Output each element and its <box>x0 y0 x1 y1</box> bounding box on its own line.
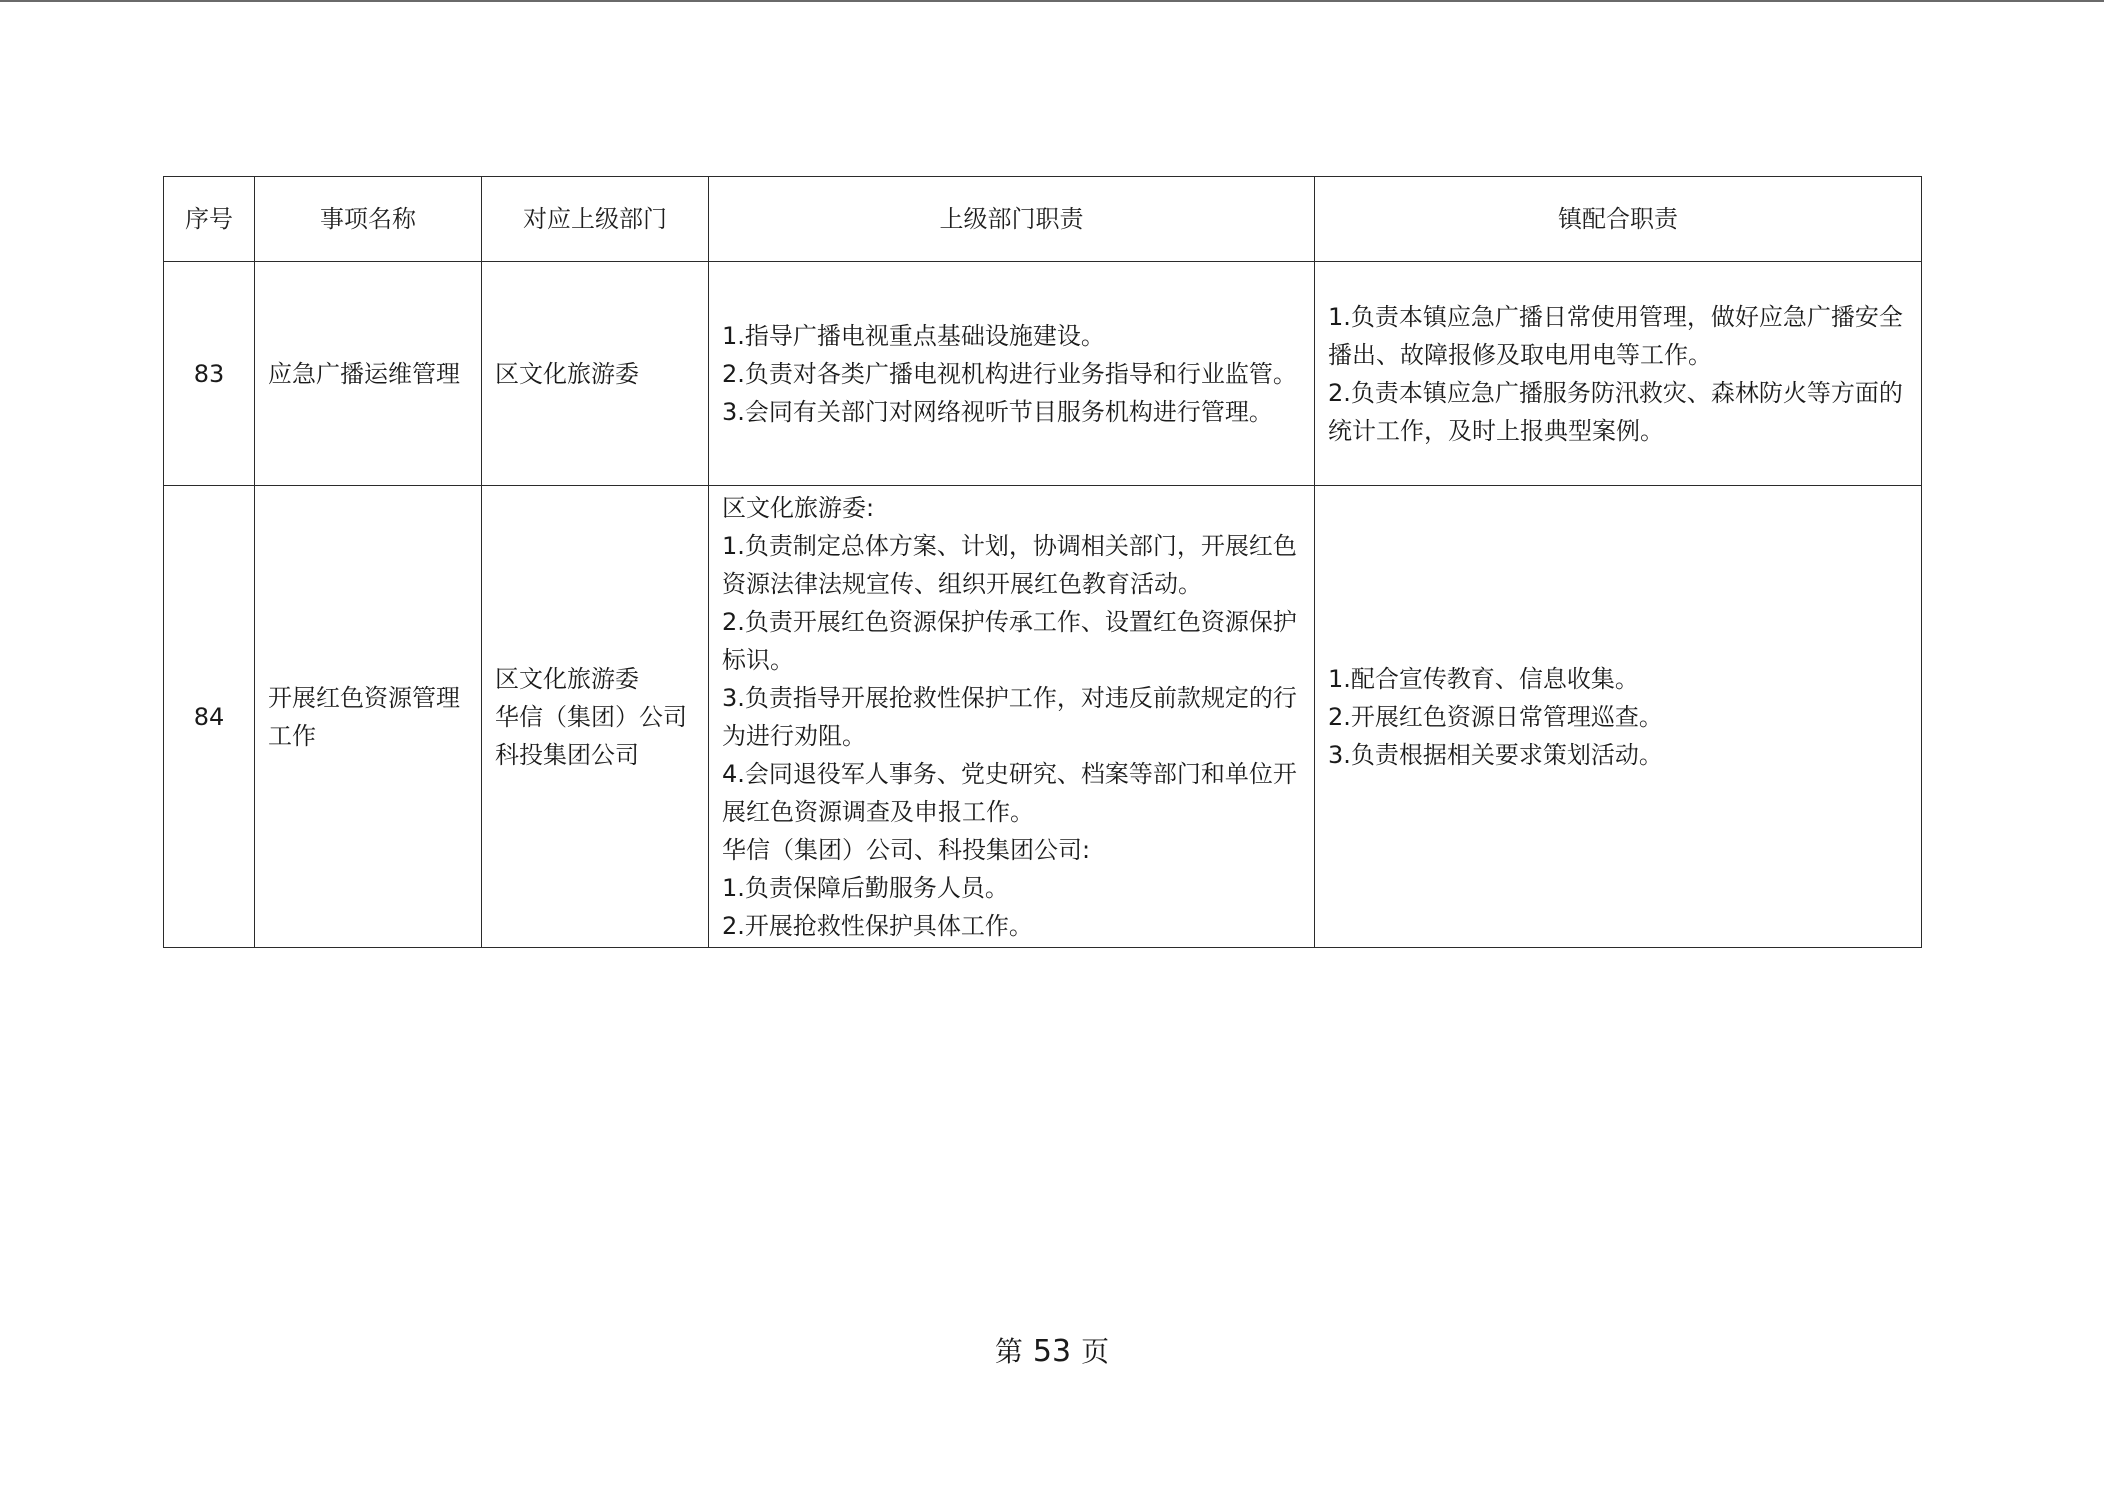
row-upper-duty <box>709 262 1315 486</box>
table-row <box>164 262 1922 486</box>
duty-line: 1.负责保障后勤服务人员。 <box>722 873 1009 902</box>
header-upper-duty: 上级部门职责 <box>709 177 1315 262</box>
row-upper-duty <box>709 486 1315 948</box>
header-town-duty: 镇配合职责 <box>1315 177 1922 262</box>
header-item-name: 事项名称 <box>255 177 482 262</box>
row-item-name: 应急广播运维管理 <box>255 262 482 486</box>
header-seq: 序号 <box>164 177 255 262</box>
town-duty-line: 2.负责本镇应急广播服务防汛救灾、森林防火等方面的统计工作，及时上报典型案例。 <box>1328 378 1903 445</box>
row-upper-dept <box>482 486 709 948</box>
header-upper-dept: 对应上级部门 <box>482 177 709 262</box>
town-duty-line: 1.负责本镇应急广播日常使用管理，做好应急广播安全播出、故障报修及取电用电等工作。 <box>1328 302 1903 369</box>
top-rule <box>0 0 2104 2</box>
row-item-name: 开展红色资源管理工作 <box>255 486 482 948</box>
duty-line: 1.负责制定总体方案、计划，协调相关部门，开展红色资源法律法规宣传、组织开展红色教育活动。 <box>722 531 1297 598</box>
page-footer <box>0 1330 2104 1370</box>
dept-line: 华信（集团）公司 <box>495 702 687 731</box>
town-duty-line: 1.配合宣传教育、信息收集。 <box>1328 664 1639 693</box>
page-suffix: 页 <box>1081 1335 1110 1368</box>
row-seq: 83 <box>164 262 255 486</box>
duty-line: 1.指导广播电视重点基础设施建设。 <box>722 321 1105 350</box>
dept-line: 科投集团公司 <box>495 740 639 769</box>
duty-line: 区文化旅游委: <box>722 493 875 522</box>
dept-line: 区文化旅游委 <box>495 664 639 693</box>
duty-line: 2.负责对各类广播电视机构进行业务指导和行业监管。 <box>722 359 1297 388</box>
town-duty-line: 2.开展红色资源日常管理巡查。 <box>1328 702 1663 731</box>
row-town-duty <box>1315 262 1922 486</box>
duty-line: 3.负责指导开展抢救性保护工作，对违反前款规定的行为进行劝阻。 <box>722 683 1297 750</box>
duty-line: 华信（集团）公司、科投集团公司: <box>722 835 1091 864</box>
duty-line: 4.会同退役军人事务、党史研究、档案等部门和单位开展红色资源调查及申报工作。 <box>722 759 1297 826</box>
row-town-duty <box>1315 486 1922 948</box>
duty-line: 2.负责开展红色资源保护传承工作、设置红色资源保护标识。 <box>722 607 1297 674</box>
page-number: 53 <box>1032 1334 1072 1369</box>
page-prefix: 第 <box>994 1335 1023 1368</box>
dept-line: 区文化旅游委 <box>495 359 639 388</box>
duty-line: 2.开展抢救性保护具体工作。 <box>722 911 1033 940</box>
duty-line: 3.会同有关部门对网络视听节目服务机构进行管理。 <box>722 397 1273 426</box>
duty-table <box>163 176 1922 948</box>
row-upper-dept <box>482 262 709 486</box>
row-seq: 84 <box>164 486 255 948</box>
town-duty-line: 3.负责根据相关要求策划活动。 <box>1328 740 1663 769</box>
table-row <box>164 486 1922 948</box>
table-header-row <box>164 177 1922 262</box>
